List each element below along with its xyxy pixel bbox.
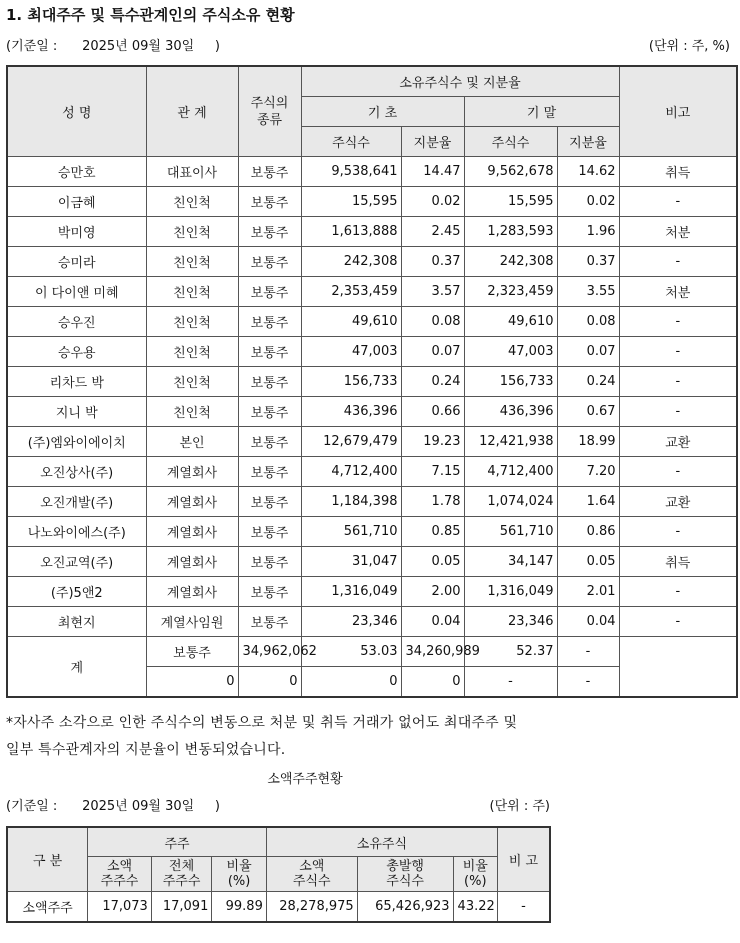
minority-ratio1: 99.89 (212, 892, 266, 923)
end-shares: 156,733 (464, 367, 557, 397)
begin-shares: 4,712,400 (301, 457, 401, 487)
begin-shares: 242,308 (301, 247, 401, 277)
remark: 처분 (619, 217, 737, 247)
minority-header-minority-holders: 소액 주주수 (88, 857, 152, 892)
remark: 교환 (619, 487, 737, 517)
stock-type: 보통주 (238, 337, 301, 367)
shareholder-name: 승우용 (7, 337, 146, 367)
begin-ratio: 0.07 (401, 337, 464, 367)
table-row (7, 457, 737, 487)
shareholder-name: 승만호 (7, 157, 146, 187)
begin-shares: 436,396 (301, 397, 401, 427)
minority-base-date-row (6, 795, 550, 813)
end-shares: 1,283,593 (464, 217, 557, 247)
stock-type: 보통주 (238, 397, 301, 427)
begin-ratio: 0.66 (401, 397, 464, 427)
begin-ratio: 0.05 (401, 547, 464, 577)
table-row (7, 607, 737, 637)
base-date-row (6, 35, 730, 53)
shareholder-name: 리차드 박 (7, 367, 146, 397)
shareholder-name: 승미라 (7, 247, 146, 277)
stock-type: 보통주 (238, 307, 301, 337)
minority-header-category: 구 분 (7, 827, 88, 892)
header-end: 기 말 (464, 97, 619, 127)
stock-type: 보통주 (238, 547, 301, 577)
remark: - (619, 247, 737, 277)
end-shares: 1,074,024 (464, 487, 557, 517)
table-row (7, 337, 737, 367)
shareholder-name: 승우진 (7, 307, 146, 337)
relation: 친인척 (146, 187, 238, 217)
total2-type: 0 (146, 667, 238, 698)
stock-type: 보통주 (238, 577, 301, 607)
stock-type: 보통주 (238, 187, 301, 217)
minority-base-date-label: (기준일 : (6, 799, 58, 814)
shareholder-name: 지니 박 (7, 397, 146, 427)
end-shares: 15,595 (464, 187, 557, 217)
begin-shares: 1,316,049 (301, 577, 401, 607)
header-ownership: 소유주식수 및 지분율 (301, 66, 619, 97)
relation: 대표이사 (146, 157, 238, 187)
table-row (7, 487, 737, 517)
relation: 계열사임원 (146, 607, 238, 637)
total-type: 보통주 (146, 637, 238, 667)
remark: - (619, 337, 737, 367)
shareholder-name: 이 다이앤 미혜 (7, 277, 146, 307)
end-shares: 561,710 (464, 517, 557, 547)
minority-header-ratio1: 비율 (%) (212, 857, 266, 892)
base-date (6, 35, 220, 54)
stock-type: 보통주 (238, 277, 301, 307)
header-remark: 비고 (619, 66, 737, 157)
relation: 친인척 (146, 307, 238, 337)
remark: 처분 (619, 277, 737, 307)
begin-ratio: 19.23 (401, 427, 464, 457)
remark: - (619, 577, 737, 607)
minority-base-date-value: 2025년 09월 30일 (82, 799, 195, 814)
remark: 취득 (619, 157, 737, 187)
stock-type: 보통주 (238, 427, 301, 457)
end-ratio: 0.04 (557, 607, 619, 637)
end-shares: 34,147 (464, 547, 557, 577)
begin-ratio: 0.85 (401, 517, 464, 547)
total-remark: - (557, 637, 619, 667)
minority-header-remark: 비 고 (497, 827, 550, 892)
total2-begin-ratio: 0 (301, 667, 401, 698)
begin-ratio: 1.78 (401, 487, 464, 517)
end-ratio: 14.62 (557, 157, 619, 187)
header-begin-ratio: 지분율 (401, 127, 464, 157)
table-row (7, 547, 737, 577)
total-row-1 (7, 637, 737, 667)
base-date-label: (기준일 : (6, 39, 58, 54)
minority-header-ratio2: 비율 (%) (453, 857, 497, 892)
minority-total-holders: 17,091 (151, 892, 212, 923)
minority-holders: 17,073 (88, 892, 152, 923)
header-end-shares: 주식수 (464, 127, 557, 157)
note-line-2: 일부 특수관계자의 지분율이 변동되었습니다. (6, 742, 286, 758)
shareholder-name: 오진상사(주) (7, 457, 146, 487)
page-title: 1. 최대주주 및 특수관계인의 주식소유 현황 (6, 6, 295, 24)
shareholder-name: 최현지 (7, 607, 146, 637)
relation: 계열회사 (146, 487, 238, 517)
total-end-shares: 34,260,989 (401, 637, 464, 667)
minority-header-owned-shares: 소유주식 (266, 827, 497, 857)
major-shareholder-table (6, 65, 738, 698)
stock-type: 보통주 (238, 487, 301, 517)
minority-remark: - (497, 892, 550, 923)
remark: - (619, 457, 737, 487)
unit-label: (단위 : 주, %) (648, 39, 730, 54)
relation: 친인척 (146, 397, 238, 427)
minority-ratio2: 43.22 (453, 892, 497, 923)
minority-total-issued: 65,426,923 (357, 892, 453, 923)
table-row (7, 247, 737, 277)
header-begin-shares: 주식수 (301, 127, 401, 157)
header-name: 성 명 (7, 66, 146, 157)
end-shares: 23,346 (464, 607, 557, 637)
end-ratio: 0.37 (557, 247, 619, 277)
shareholder-name: (주)5앤2 (7, 577, 146, 607)
end-ratio: 7.20 (557, 457, 619, 487)
minority-base-date-close: ) (214, 799, 220, 814)
shareholder-name: 박미영 (7, 217, 146, 247)
table-row (7, 187, 737, 217)
end-ratio: 2.01 (557, 577, 619, 607)
end-shares: 9,562,678 (464, 157, 557, 187)
relation: 친인척 (146, 247, 238, 277)
begin-shares: 49,610 (301, 307, 401, 337)
end-shares: 12,421,938 (464, 427, 557, 457)
minority-unit-label: (단위 : 주) (489, 799, 550, 814)
end-ratio: 0.07 (557, 337, 619, 367)
minority-shares: 28,278,975 (266, 892, 357, 923)
minority-base-date (6, 795, 220, 814)
relation: 친인척 (146, 367, 238, 397)
table-row (7, 427, 737, 457)
end-shares: 436,396 (464, 397, 557, 427)
remark: 교환 (619, 427, 737, 457)
table-row (7, 157, 737, 187)
minority-shareholder-table (6, 826, 551, 923)
begin-ratio: 14.47 (401, 157, 464, 187)
base-date-value: 2025년 09월 30일 (82, 39, 195, 54)
begin-shares: 156,733 (301, 367, 401, 397)
header-end-ratio: 지분율 (557, 127, 619, 157)
header-stock-type: 주식의 종류 (238, 66, 301, 157)
begin-ratio: 0.24 (401, 367, 464, 397)
major-shareholder-rows (7, 157, 737, 637)
minority-header-total-holders: 전체 주주수 (151, 857, 212, 892)
end-ratio: 3.55 (557, 277, 619, 307)
relation: 친인척 (146, 277, 238, 307)
relation: 본인 (146, 427, 238, 457)
minority-header-shareholders: 주주 (88, 827, 267, 857)
table-row (7, 367, 737, 397)
begin-shares: 12,679,479 (301, 427, 401, 457)
total-begin-ratio: 53.03 (301, 637, 401, 667)
table-row (7, 307, 737, 337)
end-shares: 1,316,049 (464, 577, 557, 607)
end-ratio: 0.86 (557, 517, 619, 547)
begin-ratio: 3.57 (401, 277, 464, 307)
end-shares: 4,712,400 (464, 457, 557, 487)
shareholder-name: 나노와이에스(주) (7, 517, 146, 547)
begin-shares: 9,538,641 (301, 157, 401, 187)
relation: 계열회사 (146, 577, 238, 607)
end-ratio: 0.24 (557, 367, 619, 397)
relation: 계열회사 (146, 457, 238, 487)
end-shares: 47,003 (464, 337, 557, 367)
end-ratio: 18.99 (557, 427, 619, 457)
stock-type: 보통주 (238, 157, 301, 187)
relation: 계열회사 (146, 547, 238, 577)
shareholder-name: 오진교역(주) (7, 547, 146, 577)
end-ratio: 1.96 (557, 217, 619, 247)
stock-type: 보통주 (238, 517, 301, 547)
begin-shares: 561,710 (301, 517, 401, 547)
header-begin: 기 초 (301, 97, 464, 127)
end-ratio: 1.64 (557, 487, 619, 517)
begin-ratio: 0.08 (401, 307, 464, 337)
begin-ratio: 2.00 (401, 577, 464, 607)
remark: - (619, 397, 737, 427)
shareholder-name: (주)엠와이에이치 (7, 427, 146, 457)
relation: 친인척 (146, 337, 238, 367)
end-ratio: 0.08 (557, 307, 619, 337)
relation: 계열회사 (146, 517, 238, 547)
end-ratio: 0.02 (557, 187, 619, 217)
begin-shares: 1,184,398 (301, 487, 401, 517)
table-row (7, 397, 737, 427)
total-rows (7, 637, 737, 698)
note-line-1: *자사주 소각으로 인한 주식수의 변동으로 처분 및 취득 거래가 없어도 최대주주 및 (6, 715, 518, 731)
end-shares: 2,323,459 (464, 277, 557, 307)
header-relation: 관 계 (146, 66, 238, 157)
table-row (7, 577, 737, 607)
stock-type: 보통주 (238, 217, 301, 247)
total2-remark: - (557, 667, 619, 698)
shareholder-name: 오진개발(주) (7, 487, 146, 517)
begin-shares: 2,353,459 (301, 277, 401, 307)
begin-ratio: 7.15 (401, 457, 464, 487)
begin-ratio: 2.45 (401, 217, 464, 247)
table-row (7, 277, 737, 307)
begin-ratio: 0.02 (401, 187, 464, 217)
remark: 취득 (619, 547, 737, 577)
remark: - (619, 367, 737, 397)
table-row (7, 517, 737, 547)
begin-shares: 31,047 (301, 547, 401, 577)
end-ratio: 0.67 (557, 397, 619, 427)
minority-title: 소액주주현황 (267, 772, 343, 787)
end-shares: 242,308 (464, 247, 557, 277)
end-shares: 49,610 (464, 307, 557, 337)
base-date-close: ) (214, 39, 220, 54)
stock-type: 보통주 (238, 457, 301, 487)
end-ratio: 0.05 (557, 547, 619, 577)
minority-category: 소액주주 (7, 892, 88, 923)
begin-shares: 1,613,888 (301, 217, 401, 247)
begin-shares: 47,003 (301, 337, 401, 367)
minority-header-minority-shares: 소액 주식수 (266, 857, 357, 892)
begin-ratio: 0.04 (401, 607, 464, 637)
minority-row (7, 892, 550, 923)
remark: - (619, 307, 737, 337)
table-row (7, 217, 737, 247)
stock-type: 보통주 (238, 367, 301, 397)
total2-end-shares: 0 (401, 667, 464, 698)
begin-shares: 23,346 (301, 607, 401, 637)
remark: - (619, 607, 737, 637)
total2-end-ratio: - (464, 667, 557, 698)
total-label: 계 (7, 637, 146, 698)
remark: - (619, 187, 737, 217)
minority-header-total-issued: 총발행 주식수 (357, 857, 453, 892)
stock-type: 보통주 (238, 607, 301, 637)
total-begin-shares: 34,962,062 (238, 637, 301, 667)
relation: 친인척 (146, 217, 238, 247)
begin-ratio: 0.37 (401, 247, 464, 277)
stock-type: 보통주 (238, 247, 301, 277)
shareholder-name: 이금혜 (7, 187, 146, 217)
begin-shares: 15,595 (301, 187, 401, 217)
total-end-ratio: 52.37 (464, 637, 557, 667)
total2-begin-shares: 0 (238, 667, 301, 698)
remark: - (619, 517, 737, 547)
